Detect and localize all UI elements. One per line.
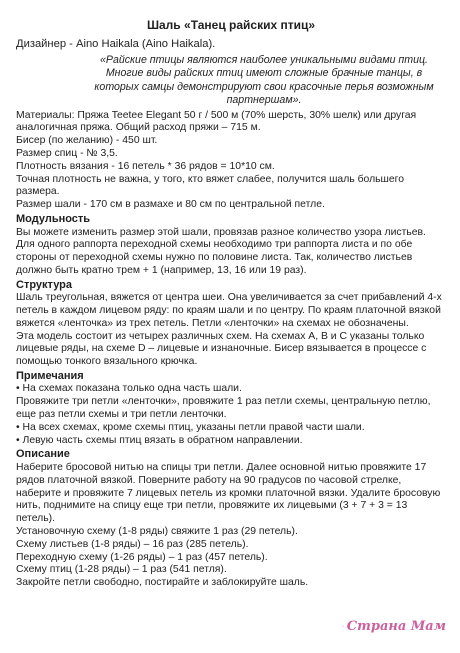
section-heading-notes: Примечания	[16, 369, 84, 382]
description-line: Наберите бросовой нитью на спицы три петли. Далее основной нитью провяжите 17 рядов платочной вязкой. Поверните работу на 90 градусов по часовой стрелке, наберите и провяжите 7 лицевых петель из кромки платочной вязки. Удалите бросовую нить, поднимите на спицу еще три петли, провяжите их лицевыми (3 + 7 + 3 = 13 петель).	[16, 461, 441, 525]
document-title: Шаль «Танец райских птиц»	[146, 18, 316, 32]
needle-size-line: Размер спиц - № 3,5.	[16, 148, 118, 160]
section-heading-description: Описание	[16, 448, 70, 461]
gauge-line: Плотность вязания - 16 петель * 36 рядов = 10*10 см.	[16, 160, 275, 172]
description-line: Закройте петли свободно, постирайте и заблокируйте шаль.	[16, 577, 309, 589]
note-item: • Левую часть схемы птиц вязать в обратном направлении.	[16, 434, 303, 446]
description-line: Схему птиц (1-28 ряды) – 1 раз (541 петля).	[16, 564, 227, 576]
description-line: Схему листьев (1-8 ряды) – 16 раз (285 петель).	[16, 538, 249, 550]
description-line: Переходную схему (1-26 ряды) – 1 раз (457 петель).	[16, 551, 268, 563]
epigraph-quote: «Райские птицы являются наиболее уникальными видами птиц. Многие виды райских птиц имеют сложные брачные танцы, в которых самцы демонстрируют свои красочные перья возможным партнершам».	[94, 54, 434, 107]
modularity-text: Вы можете изменить размер этой шали, провязав разное количество узора листьев. Для одного раппорта переходной схемы необходимо три раппорта листа и по обе стороны от переходной схемы нужно по половине листа. Так, количество листьев должно быть кратно трем + 1 (например, 13, 16 или 19 раз).	[16, 226, 426, 276]
note-item: • На схемах показана только одна часть шали.	[16, 383, 242, 395]
note-item: Провяжите три петли «ленточки», провяжите 1 раз петли схемы, центральную петлю, еще раз петли схемы и три петли ленточки.	[16, 396, 431, 421]
materials-section	[16, 110, 446, 212]
site-watermark	[342, 613, 446, 639]
note-item: • На всех схемах, кроме схемы птиц, указаны петли правой части шали.	[16, 421, 365, 433]
gauge-note-line: Точная плотность не важна, у того, кто вяжет слабее, получится шаль большего размера.	[16, 173, 405, 198]
section-heading-modularity: Модульность	[16, 213, 91, 225]
structure-paragraph: Шаль треугольная, вяжется от центра шеи. Она увеличивается за счет прибавлений 4-х петель в каждом лицевом ряду: по краям шали и по центру. По краям платочной вязкой вяжется «ленточка» из трех петель. Петли «ленточки» на схемах не обозначены.	[16, 292, 442, 329]
designer-line: Дизайнер - Aino Haikala (Aino Haikala).	[16, 38, 216, 50]
materials-line: Материалы: Пряжа Teetee Elegant 50 г / 500 м (70% шерсть, 30% шелк) или другая аналогичная пряжа. Общий расход пряжи – 715 м.	[16, 109, 417, 134]
description-line: Установочную схему (1-8 ряды) свяжите 1 раз (29 петель).	[16, 525, 298, 537]
beads-line: Бисер (по желанию) - 450 шт.	[16, 135, 158, 147]
watermark-text: Страна Мам	[346, 618, 446, 634]
structure-paragraph: Эта модель состоит из четырех различных схем. На схемах A, B и C указаны только лицевые ряды, на схеме D – лицевые и изнаночные. Бисер вязывается в процессе с помощью тонкого вязального крючка.	[16, 330, 427, 368]
size-line: Размер шали - 170 см в размахе и 80 см по центральной петле.	[16, 199, 325, 211]
house-logo-icon	[342, 613, 344, 639]
section-heading-structure: Структура	[16, 278, 72, 291]
